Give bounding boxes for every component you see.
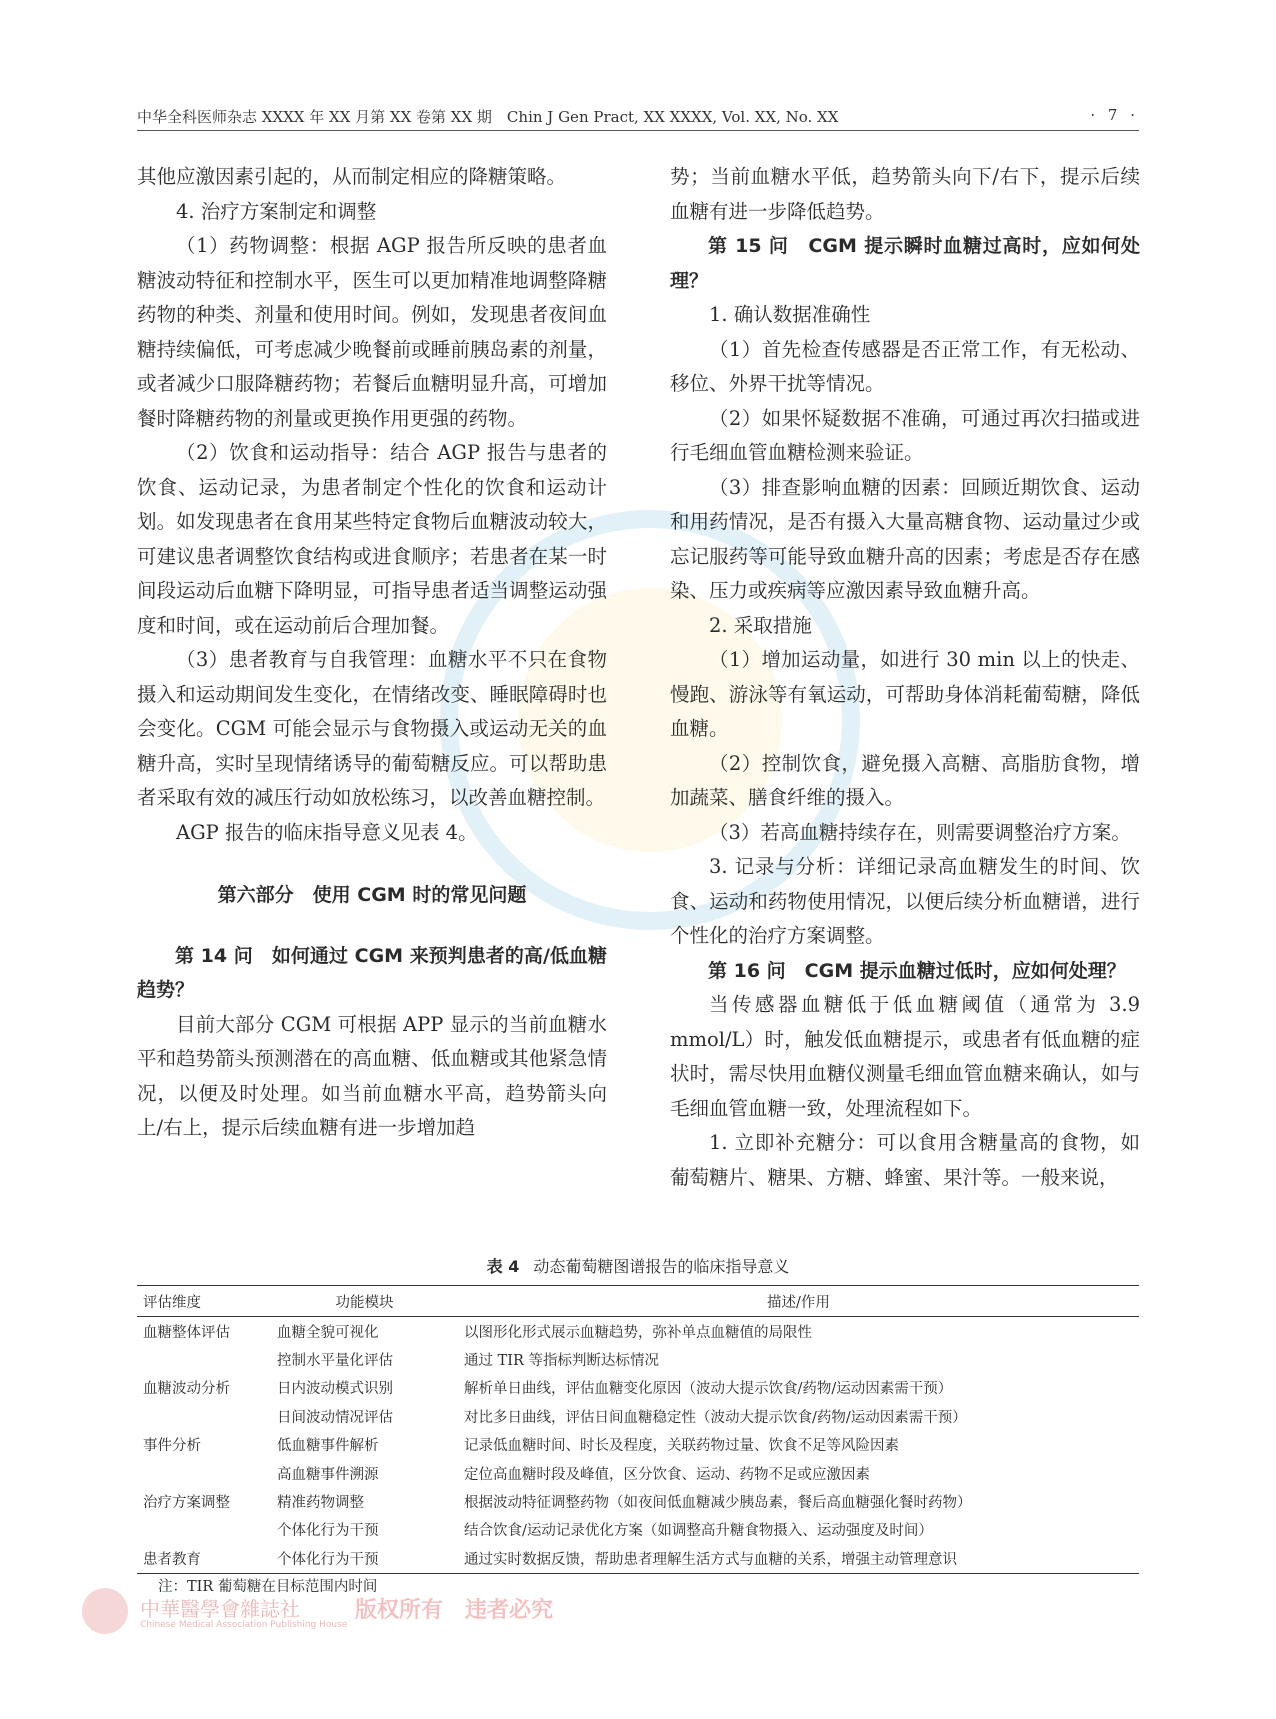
copyright-notice: 版权所有 违者必究 bbox=[355, 1598, 554, 1623]
table-row bbox=[137, 1374, 1139, 1402]
column-header: 评估维度 bbox=[137, 1286, 271, 1317]
table-cell: 事件分析 bbox=[143, 1438, 201, 1455]
table-row bbox=[137, 1516, 1139, 1544]
section-heading: 第六部分 使用 CGM 时的常见问题 bbox=[217, 884, 527, 906]
table-cell: 解析单日曲线，评估血糖变化原因（波动大提示饮食/药物/运动因素需干预） bbox=[464, 1381, 953, 1398]
table-cell: 患者教育 bbox=[137, 1544, 271, 1573]
table-cell bbox=[137, 1402, 271, 1430]
table-caption bbox=[137, 1254, 1139, 1277]
paragraph: （2）饮食和运动指导：结合 AGP 报告与患者的饮食、运动记录，为患者制定个性化的饮食和运动计划。如发现患者在食用某些特定食物后血糖波动较大，可建议患者调整饮食结构或进食顺序；若患者在某一时间段运动后血糖下降明显，可指导患者适当调整运动强度和时间，或在运动前后合理加餐。 bbox=[137, 441, 607, 637]
paragraph: 3. 记录与分析：详细记录高血糖发生的时间、饮食、运动和药物使用情况，以便后续分析血糖谱，进行个性化的治疗方案调整。 bbox=[670, 855, 1140, 947]
question-heading: 第 15 问 CGM 提示瞬时血糖过高时，应如何处理？ bbox=[670, 235, 1140, 292]
paragraph: （2）如果怀疑数据不准确，可通过再次扫描或进行毛细血管血糖检测来验证。 bbox=[670, 406, 1140, 464]
table-4 bbox=[137, 1285, 1139, 1574]
table-cell: 低血糖事件解析 bbox=[277, 1438, 379, 1455]
running-header bbox=[137, 104, 1139, 131]
table-number: 表 4 bbox=[486, 1257, 520, 1276]
table-row bbox=[137, 1459, 1139, 1487]
table-row bbox=[137, 1431, 1139, 1459]
question-heading: 第 14 问 如何通过 CGM 来预判患者的高/低血糖趋势？ bbox=[137, 944, 607, 1001]
table-cell: 结合饮食/运动记录优化方案（如调整高升糖食物摄入、运动强度及时间） bbox=[464, 1523, 933, 1540]
question-heading: 第 16 问 CGM 提示血糖过低时，应如何处理？ bbox=[708, 959, 1126, 982]
table-cell bbox=[137, 1459, 271, 1487]
table-cell bbox=[137, 1516, 271, 1544]
journal-citation: 中华全科医师杂志 XXXX 年 XX 月第 XX 卷第 XX 期 Chin J Gen Pract, XX XXXX, Vol. XX, No. XX bbox=[137, 108, 839, 126]
publisher-name: 中華醫學會雜誌社 bbox=[140, 1597, 300, 1621]
paragraph: 其他应激因素引起的，从而制定相应的降糖策略。 bbox=[137, 165, 567, 188]
table-cell: 控制水平量化评估 bbox=[277, 1353, 393, 1370]
table-cell: 个体化行为干预 bbox=[277, 1523, 379, 1540]
column-header: 描述/作用 bbox=[458, 1286, 1139, 1317]
paragraph: （1）药物调整：根据 AGP 报告所反映的患者血糖波动特征和控制水平，医生可以更加精准地调整降糖药物的种类、剂量和使用时间。例如，发现患者夜间血糖持续偏低，可考虑减少晚餐前或睡前胰岛素的剂量，或者减少口服降糖药物；若餐后血糖明显升高，可增加餐时降糖药物的剂量或更换作用更强的药物。 bbox=[137, 234, 607, 430]
subheading: 1. 确认数据准确性 bbox=[709, 303, 871, 326]
paragraph: AGP 报告的临床指导意义见表 4。 bbox=[176, 820, 478, 844]
table-cell: 定位高血糖时段及峰值，区分饮食、运动、药物不足或应激因素 bbox=[464, 1466, 870, 1483]
table-cell bbox=[137, 1345, 271, 1373]
paragraph: （3）排查影响血糖的因素：回顾近期饮食、运动和用药情况，是否有摄入大量高糖食物、运动量过少或忘记服药等可能导致血糖升高的因素；考虑是否存在感染、压力或疾病等应激因素导致血糖升高。 bbox=[670, 475, 1140, 602]
table-title: 动态葡萄糖图谱报告的临床指导意义 bbox=[533, 1257, 790, 1276]
table-cell: 根据波动特征调整药物（如夜间低血糖减少胰岛素，餐后高血糖强化餐时药物） bbox=[464, 1495, 972, 1512]
publisher-logo-icon bbox=[82, 1588, 128, 1634]
table-cell: 个体化行为干预 bbox=[271, 1544, 458, 1573]
subheading: 2. 采取措施 bbox=[709, 613, 812, 637]
paragraph: （3）患者教育与自我管理：血糖水平不只在食物摄入和运动期间发生变化，在情绪改变、睡眠障碍时也会变化。CGM 可能会显示与食物摄入或运动无关的血糖升高，实时呈现情绪诱导的葡萄糖反应。可以帮助患者采取有效的减压行动如放松练习，以改善血糖控制。 bbox=[137, 648, 607, 809]
table-row bbox=[137, 1487, 1139, 1515]
paragraph: （2）控制饮食，避免摄入高糖、高脂肪食物，增加蔬菜、膳食纤维的摄入。 bbox=[670, 751, 1140, 809]
paragraph: 目前大部分 CGM 可根据 APP 显示的当前血糖水平和趋势箭头预测潜在的高血糖、低血糖或其他紧急情况，以便及时处理。如当前血糖水平高，趋势箭头向上/右上，提示后续血糖有进一步增加趋 bbox=[137, 1012, 607, 1139]
paragraph: 势；当前血糖水平低，趋势箭头向下/右下，提示后续血糖有进一步降低趋势。 bbox=[670, 165, 1140, 223]
table-row bbox=[137, 1402, 1139, 1430]
table-cell: 日内波动模式识别 bbox=[277, 1381, 393, 1398]
paragraph: 当传感器血糖低于低血糖阈值（通常为 3.9 mmol/L）时，触发低血糖提示，或患者有低血糖的症状时，需尽快用血糖仪测量毛细血管血糖来确认，如与毛细血管血糖一致，处理流程如下。 bbox=[670, 993, 1140, 1120]
table-row bbox=[137, 1544, 1139, 1573]
table-cell: 血糖波动分析 bbox=[143, 1381, 230, 1398]
table-cell: 治疗方案调整 bbox=[143, 1495, 230, 1512]
table-cell: 通过 TIR 等指标判断达标情况 bbox=[464, 1353, 660, 1370]
page-number: · 7 · bbox=[1090, 106, 1139, 124]
right-column bbox=[670, 160, 1140, 1195]
table-cell: 血糖全貌可视化 bbox=[277, 1324, 379, 1341]
table-cell: 高血糖事件溯源 bbox=[277, 1466, 379, 1483]
paragraph: （1）首先检查传感器是否正常工作，有无松动、移位、外界干扰等情况。 bbox=[670, 337, 1140, 395]
left-column bbox=[137, 160, 607, 1146]
table-cell: 对比多日曲线，评估日间血糖稳定性（波动大提示饮食/药物/运动因素需干预） bbox=[464, 1409, 967, 1426]
paragraph: （3）若高血糖持续存在，则需要调整治疗方案。 bbox=[709, 820, 1131, 844]
table-row bbox=[137, 1345, 1139, 1373]
paragraph: （1）增加运动量，如进行 30 min 以上的快走、慢跑、游泳等有氧运动，可帮助身体消耗葡萄糖，降低血糖。 bbox=[670, 648, 1140, 740]
table-row bbox=[137, 1317, 1139, 1346]
table-cell: 记录低血糖时间、时长及程度，关联药物过量、饮食不足等风险因素 bbox=[464, 1438, 899, 1455]
table-cell: 日间波动情况评估 bbox=[277, 1409, 393, 1426]
table-cell: 血糖整体评估 bbox=[143, 1324, 230, 1341]
paragraph: 1. 立即补充糖分：可以食用含糖量高的食物，如葡萄糖片、糖果、方糖、蜂蜜、果汁等。一般来说， bbox=[670, 1131, 1140, 1189]
subheading: 4. 治疗方案制定和调整 bbox=[176, 199, 377, 223]
table-cell: 精准药物调整 bbox=[277, 1495, 364, 1512]
column-header: 功能模块 bbox=[271, 1286, 458, 1317]
table-note: 注：TIR 葡萄糖在目标范围内时间 bbox=[158, 1579, 378, 1595]
table-cell: 以图形化形式展示血糖趋势，弥补单点血糖值的局限性 bbox=[464, 1324, 812, 1341]
table-cell: 通过实时数据反馈，帮助患者理解生活方式与血糖的关系，增强主动管理意识 bbox=[458, 1544, 1139, 1573]
publisher-name-en: Chinese Medical Association Publishing House bbox=[140, 1620, 348, 1630]
